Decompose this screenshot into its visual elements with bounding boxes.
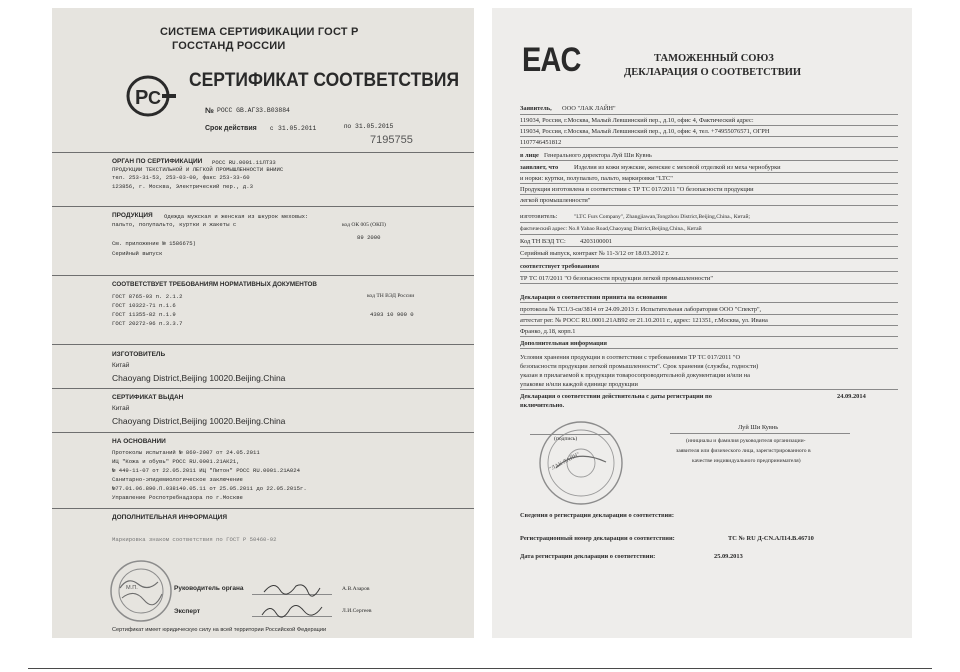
maker-address: Chaoyang District,Beijing 10020.Beijing.China (112, 373, 286, 383)
applicant-label: Заявитель, (520, 105, 552, 112)
okp-label: код ОК 005 (ОКП) (342, 222, 386, 228)
maker-line: фактический адрес: No.8 Yabao Road,Chaoyang District,Beijing,China., Китай (520, 226, 702, 232)
initials-note: (инициалы и фамилия руководителя организации- (686, 438, 806, 444)
issued-address: Chaoyang District,Beijing 10020.Beijing.China (112, 416, 286, 426)
reg-number-label: Регистрационный номер декларации о соответствии: (520, 535, 675, 542)
validity-label: Декларация о соответствии действительна с даты регистрации по (520, 393, 712, 400)
maker-country: Китай (112, 362, 130, 369)
product-line: Серийный выпуск (112, 250, 163, 257)
reg-date-label: Дата регистрации декларации о соответствии: (520, 553, 656, 560)
reg-info-label: Сведения о регистрации декларации о соответствии: (520, 512, 674, 519)
maker-label: ИЗГОТОВИТЕЛЬ (112, 351, 166, 358)
stamp-text: М.П. (126, 585, 138, 591)
cert-number-sign: № (205, 106, 214, 115)
head-name: А.В.Азаров (342, 586, 370, 592)
conforms-text: ТР ТС 017/2011 "О безопасности продукции легкой промышленности" (520, 275, 713, 282)
initials-note: заявителя или физического лица, зарегистрированного в (676, 448, 811, 454)
basis-line: аттестат рег. № РОСС RU.0001.21АВ92 от 21.10.2011 г., адрес: 121351, г.Москва, ул. Ивана (520, 317, 768, 324)
cert-serial-number: 7195755 (370, 134, 413, 146)
declares-line: Продукция изготовлена в соответствии с ТР ТС 017/2011 "О безопасности продукции (520, 186, 754, 193)
norm-line: ГОСТ 10322-71 п.1.6 (112, 302, 176, 309)
organ-line: тел. 253-31-53, 253-03-00, факс 253-33-60 (112, 174, 250, 181)
basis-line: №77.01.06.890.П.038140.05.11 от 25.05.2011 до 22.05.2015г. (112, 485, 307, 492)
product-line: Одежда мужская и женская из шкурок меховых: (164, 213, 309, 220)
product-line: См. приложение № 1586675) (112, 240, 196, 247)
applicant-name: ООО "ЛАК ЛАЙН" (562, 105, 616, 112)
issued-label: СЕРТИФИКАТ ВЫДАН (112, 394, 184, 401)
address-line: 119034, Россия, г.Москва, Малый Левшинский пер., д.10, офис 4, тел. +74955076571, ОГРН (520, 128, 770, 135)
extra-line: указан в прилагаемой к продукции товаросопроводительной документации и/или на (520, 372, 750, 379)
signer-name: Луй Ши Кувнь (738, 424, 779, 431)
decl-title-line1: ТАМОЖЕННЫЙ СОЮЗ (654, 53, 774, 64)
norm-line: ГОСТ 11355-82 п.1.9 (112, 311, 176, 318)
issued-country: Китай (112, 405, 130, 412)
signature-icon (262, 578, 322, 598)
extra-info-text: Маркировка знаком соответствия по ГОСТ Р 50460-92 (112, 536, 277, 543)
expert-label: Эксперт (174, 608, 201, 615)
tnved-label: Код ТН ВЭД ТС: (520, 238, 566, 245)
product-line: пальто, полупальто, куртки и жакеты с (112, 221, 237, 228)
stamp-text: "ЛАК ЛАЙН" (548, 451, 581, 473)
organ-label: ОРГАН ПО СЕРТИФИКАЦИИ (112, 158, 203, 165)
organ-line: ПРОДУКЦИИ ТЕКСТИЛЬНОЙ И ЛЕГКОЙ ПРОМЫШЛЕННОСТИ ВНИИС (112, 166, 284, 173)
cert-number: РОСС GB.АГ33.В03884 (217, 107, 290, 114)
seal-stamp-icon (536, 418, 626, 508)
declares-line: легкой промышленности" (520, 197, 591, 204)
reg-date: 25.09.2013 (714, 553, 743, 560)
organ-line: 123856, г. Москва, Электрический пер., д.3 (112, 183, 253, 190)
rst-logo-icon (124, 74, 180, 118)
basis-label: НА ОСНОВАНИИ (112, 438, 166, 445)
organ-line: РОСС RU.0001.11ЛТ33 (212, 159, 276, 166)
validity-tail: включительно. (520, 402, 565, 409)
certificate-document (52, 8, 474, 638)
extra-info-label: ДОПОЛНИТЕЛЬНАЯ ИНФОРМАЦИЯ (112, 514, 228, 521)
norm-line: ГОСТ 20272-96 п.3.3.7 (112, 320, 183, 327)
product-label: ПРОДУКЦИЯ (112, 212, 153, 219)
seal-stamp-icon (108, 558, 174, 624)
declares-line: и норки: куртки, полупальто, пальто, маркировки "LTC" (520, 175, 673, 182)
declares-line: Изделия из кожи мужские, женские с меховой отделкой из меха чернобурки (574, 164, 781, 171)
address-line: 1107746451812 (520, 139, 562, 146)
initials-note: качестве индивидуального предпринимателя) (692, 458, 801, 464)
validity-to-label: по (344, 123, 352, 130)
cert-system-subtitle: ГОССТАНД РОССИИ (172, 40, 286, 52)
sign-label: (подпись) (554, 436, 578, 442)
basis-line: ИЦ "Кожа и обувь" РОСС RU.0001.21АК21, (112, 458, 240, 465)
extra-line: упаковке и/или каждой единице продукции (520, 381, 638, 388)
person: Генерального директора Луй Ши Кувнь (544, 152, 652, 159)
tnved-value: 4203100001 (580, 238, 612, 245)
extra-line: безопасности продукции легкой промышленности". Срок хранения (службы, годности) (520, 363, 759, 370)
address-line: 119034, Россия, г.Москва, Малый Левшинский пер., д.10, офис 4, Фактический адрес: (520, 117, 754, 124)
tnved-value: 4303 10 900 0 (370, 311, 414, 318)
basis-line: № 449-11-07 от 22.05.2011 ИЦ "Питон" РОСС RU.0001.21А024 (112, 467, 300, 474)
cert-footer: Сертификат имеет юридическую силу на всей территории Российской Федерации (112, 627, 327, 633)
extra-line: Условия хранения продукции в соответствии с требованиями ТР ТС 017/2011 "О (520, 354, 741, 361)
tnved-label: код ТН ВЭД России (367, 293, 415, 299)
divider (28, 668, 932, 669)
conforms-label: СООТВЕТСТВУЕТ ТРЕБОВАНИЯМ НОРМАТИВНЫХ ДОКУМЕНТОВ (112, 281, 317, 288)
basis-line: Санитарно-эпидемиологическое заключение (112, 476, 243, 483)
svg-text:Р: Р (135, 87, 149, 109)
validity-label: Срок действия (205, 125, 257, 132)
norm-line: ГОСТ 8765-93 п. 2.1.2 (112, 293, 183, 300)
svg-text:С: С (148, 88, 161, 108)
okp-value: 89 2000 (357, 234, 381, 241)
cert-title: СЕРТИФИКАТ СООТВЕТСТВИЯ (189, 70, 460, 91)
basis-line: Протоколы испытаний № 869-2007 от 24.05.2011 (112, 449, 260, 456)
basis-line: Франко, д.18, корп.1 (520, 328, 576, 335)
validity-date: 24.09.2014 (837, 393, 866, 400)
conforms-label: соответствует требованиям (520, 263, 600, 270)
extra-label: Дополнительная информация (520, 340, 607, 347)
serial-line: Серийный выпуск, контракт № 11-3/12 от 18.03.2012 г. (520, 250, 670, 257)
validity-from: 31.05.2011 (278, 125, 317, 132)
head-label: Руководитель органа (174, 585, 244, 592)
maker-label: изготовитель: (520, 213, 558, 220)
signature-icon (260, 599, 324, 619)
validity-to: 31.05.2015 (355, 123, 394, 130)
cert-system-title: СИСТЕМА СЕРТИФИКАЦИИ ГОСТ Р (160, 26, 359, 38)
person-label: в лице (520, 152, 539, 159)
declares-label: заявляет, что (520, 164, 559, 171)
reg-number: ТС № RU Д-CN.АЛ14.В.46710 (728, 535, 814, 542)
basis-label: Декларация о соответствии принята на основании (520, 294, 667, 301)
validity-from-label: с (270, 125, 274, 132)
basis-line: протокола № ТС1/3-си/3814 от 24.09.2013 г. Испытательная лаборатория ООО "Спектр", (520, 306, 762, 313)
declaration-document (492, 8, 912, 638)
decl-title-line2: ДЕКЛАРАЦИЯ О СООТВЕТСТВИИ (624, 67, 802, 78)
maker-line: "LTC Furs Company", Zhangjiawan,Tongzhou District,Beijing,China., Китай; (574, 214, 751, 220)
expert-name: Л.И.Сергеев (342, 608, 372, 614)
basis-line: Управление Роспотребнадзора по г.Москве (112, 494, 243, 501)
eac-logo: EAC (522, 41, 581, 79)
